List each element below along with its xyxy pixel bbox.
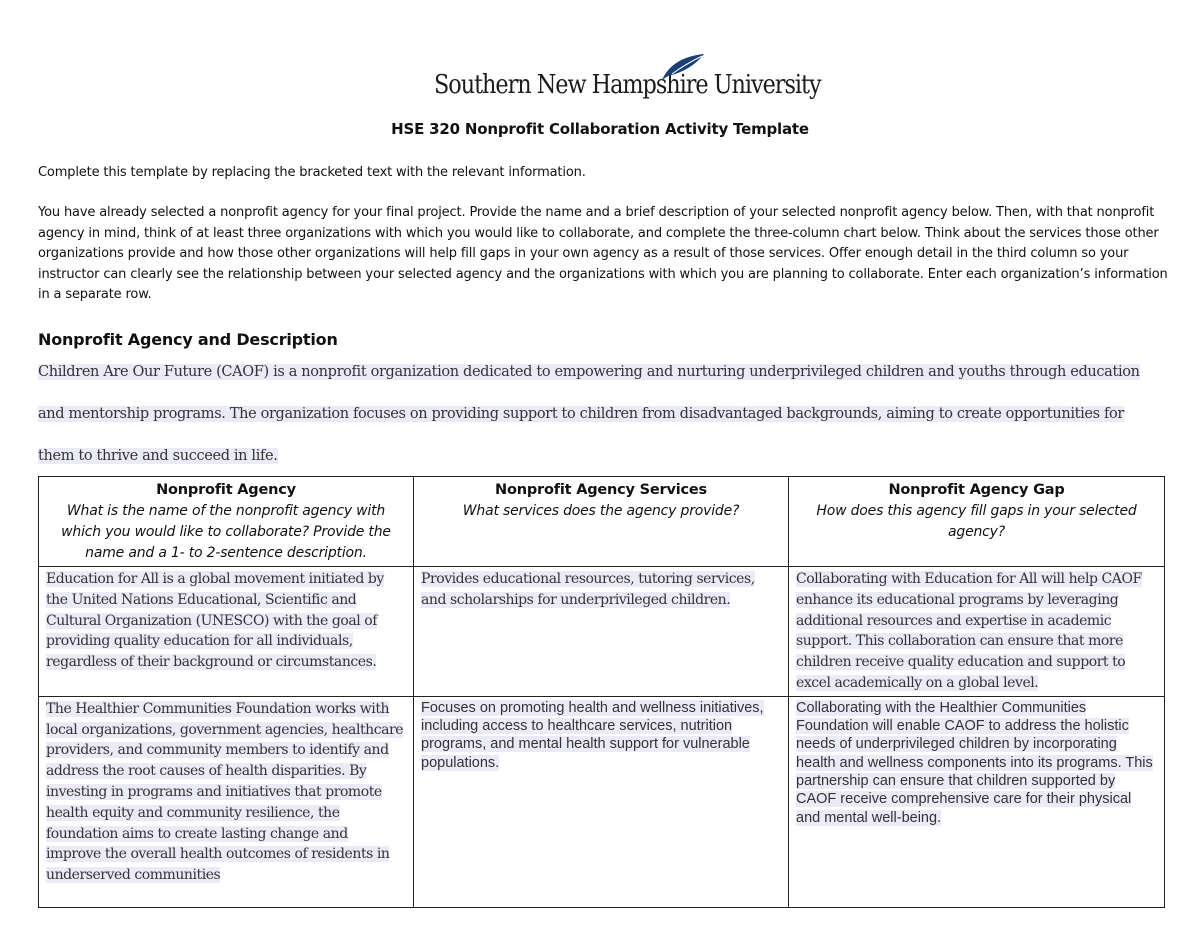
agency-cell[interactable] [39, 567, 414, 697]
instruction-paragraph-1: Complete this template by replacing the bracketed text with the relevant information. [38, 165, 586, 180]
logo-wordmark: Southern New Hampshire University [434, 70, 821, 100]
gap-cell[interactable] [789, 567, 1165, 697]
header-cell [39, 477, 414, 567]
page-title: HSE 320 Nonprofit Collaboration Activity Template [391, 120, 809, 138]
cell-text: Collaborating with the Healthier Communities Foundation will enable CAOF to address the holistic needs of underprivileged children by incorporating health and wellness components into its programs. This partnership can ensure that children supported by CAOF receive comprehensive care for their physical and mental well-being. [796, 699, 1153, 826]
services-cell[interactable] [414, 696, 789, 907]
cell-text: Education for All is a global movement initiated by the United Nations Educational, Scientific and Cultural Organization (UNESCO) with the goal of providing quality education for all individuals, regardless of their background or circumstances. [46, 571, 384, 671]
column-title: Nonprofit Agency [156, 482, 296, 498]
university-logo [434, 52, 821, 106]
section-heading: Nonprofit Agency and Description [38, 330, 338, 349]
agency-description[interactable] [38, 351, 1148, 477]
cell-text: The Healthier Communities Foundation works with local organizations, government agencies, healthcare providers, and community members to identify and address the root causes of health disparities. By investing in programs and initiatives that promote health equity and community resilience, the foundation aims to create lasting change and improve the overall health outcomes of residents in underserved communities [46, 700, 404, 884]
column-prompt: What is the name of the nonprofit agency with which you would like to collaborate? Provide the name and a 1- to 2-sentence description. [61, 503, 391, 561]
leaf-icon [658, 52, 708, 82]
header-cell [414, 477, 789, 567]
agency-cell[interactable] [39, 696, 414, 907]
column-prompt: How does this agency fill gaps in your selected agency? [816, 503, 1137, 540]
column-prompt: What services does the agency provide? [462, 503, 740, 519]
cell-text: Provides educational resources, tutoring services, and scholarships for underprivileged children. [421, 571, 755, 608]
instruction-paragraph-2: You have already selected a nonprofit agency for your final project. Provide the name and a brief description of your selected nonprofit agency below. Then, with that nonprofit agency in mind, think of at least three organizations with which you would like to collaborate, and complete the three-column chart below. Think about the services those other organizations provide and how those other organizations will help fill gaps in your own agency as a result of those services. Offer enough detail in the third column so your instructor can clearly see the relationship between your selected agency and the organizations with which you are planning to collaborate. Enter each organization’s information in a separate row. [38, 205, 1168, 302]
column-title: Nonprofit Agency Services [495, 482, 707, 498]
header-cell [789, 477, 1165, 567]
cell-text: Collaborating with Education for All will help CAOF enhance its educational programs by leveraging additional resources and expertise in academic support. This collaboration can ensure that more children receive quality education and support to excel academically on a global level. [796, 571, 1142, 691]
cell-text: Focuses on promoting health and wellness initiatives, including access to healthcare services, nutrition programs, and mental health support for vulnerable populations. [421, 699, 764, 771]
gap-cell[interactable] [789, 696, 1165, 907]
table-header-row [39, 477, 1165, 567]
table-row [39, 696, 1165, 907]
agency-description-text: Children Are Our Future (CAOF) is a nonprofit organization dedicated to empowering and nurturing underprivileged children and youths through education and mentorship programs. The organization focuses on providing support to children from disadvantaged backgrounds, aiming to create opportunities for them to thrive and succeed in life. [38, 364, 1140, 464]
collaboration-table [38, 476, 1165, 908]
services-cell[interactable] [414, 567, 789, 697]
table-row [39, 567, 1165, 697]
column-title: Nonprofit Agency Gap [888, 482, 1065, 498]
